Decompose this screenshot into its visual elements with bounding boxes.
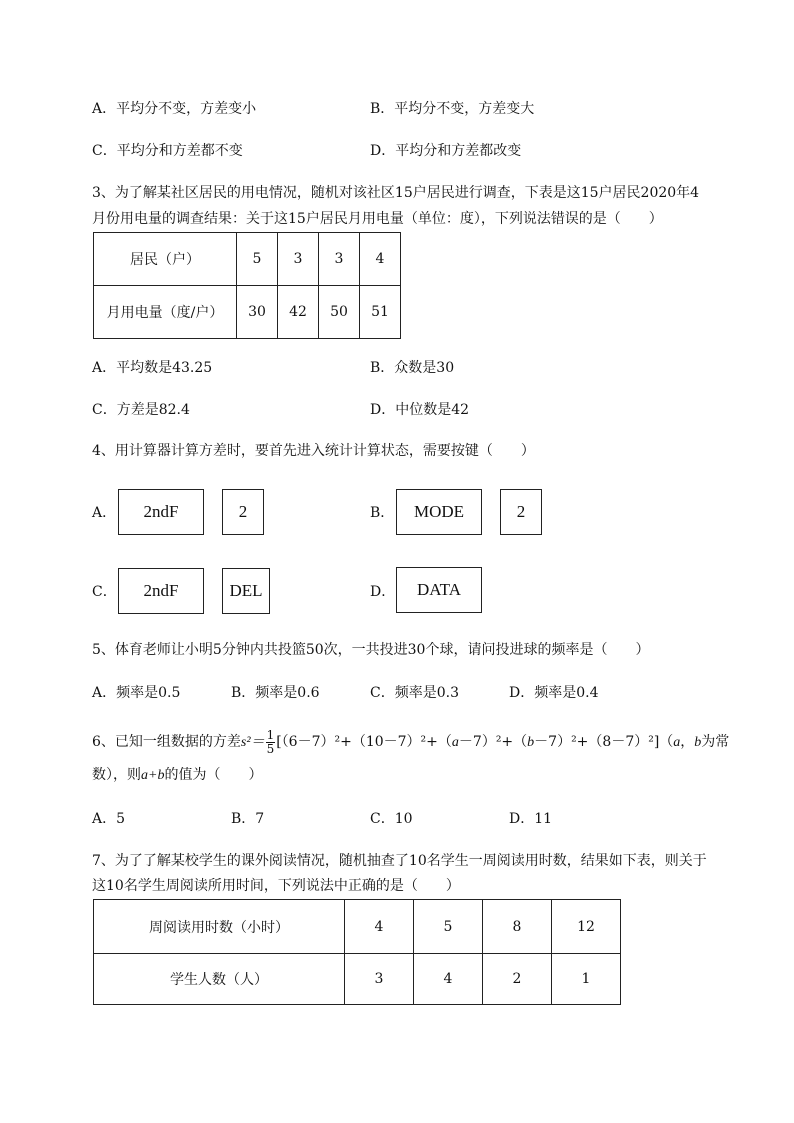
q6-frac-num: 1 <box>266 727 275 742</box>
q3-option-d: D．中位数是42 <box>370 402 470 418</box>
q4-label-b: B． <box>370 505 395 521</box>
q6-formula-3: －7）²+（8－7）²]（ <box>534 734 674 750</box>
q7-table <box>93 899 621 1005</box>
q6-line2-suffix: 的值为（ ） <box>164 767 263 783</box>
q5-option-a: A．频率是0.5 <box>92 685 181 701</box>
q6-var-b: b <box>694 735 702 750</box>
q6-prefix: 6、已知一组数据的方差 <box>92 734 241 750</box>
q3-option-c: C．方差是82.4 <box>92 402 190 418</box>
q3-row2-header: 月用电量（度/户） <box>94 286 237 339</box>
q2-option-a: A．平均分不变，方差变小 <box>92 101 257 117</box>
q3-option-a: A．平均数是43.25 <box>92 360 213 376</box>
q7-row2-header: 学生人数（人） <box>94 954 345 1005</box>
q6-s2: s²＝ <box>240 735 265 750</box>
table-row <box>94 233 401 286</box>
q4-label-c: C． <box>92 584 117 600</box>
q7-cell: 5 <box>414 900 483 954</box>
key-2ndf: 2ndF <box>118 568 204 614</box>
q3-cell: 51 <box>360 286 401 339</box>
q6-sep: ， <box>680 734 695 750</box>
q6-fraction <box>266 729 276 756</box>
q6-suffix: 为常 <box>701 734 730 750</box>
q6-var-a: a <box>451 735 459 750</box>
q6-expr: a+b <box>141 768 165 783</box>
q7-cell: 2 <box>483 954 552 1005</box>
q3-cell: 50 <box>319 286 360 339</box>
q3-cell: 42 <box>278 286 319 339</box>
q3-option-b: B．众数是30 <box>370 360 455 376</box>
key-2: 2 <box>500 489 542 535</box>
q5-option-d: D．频率是0.4 <box>509 685 599 701</box>
q3-cell: 5 <box>237 233 278 286</box>
q2-option-c: C．平均分和方差都不变 <box>92 143 243 159</box>
q6-var-a: a <box>673 735 681 750</box>
q5-option-b: B．频率是0.6 <box>231 685 320 701</box>
q3-cell: 3 <box>278 233 319 286</box>
key-del: DEL <box>222 568 270 614</box>
q7-stem-line2: 这10名学生周阅读所用时间，下列说法中正确的是（ ） <box>92 878 460 894</box>
q6-option-b: B．7 <box>231 811 265 827</box>
q3-stem-line2: 月份用电量的调查结果：关于这15户居民月用电量（单位：度），下列说法错误的是（ ） <box>92 211 663 227</box>
q7-stem-line1: 7、为了了解某校学生的课外阅读情况，随机抽查了10名学生一周阅读用时数，结果如下表，则关于 <box>92 853 707 869</box>
q6-option-c: C．10 <box>370 811 413 827</box>
q6-stem-line2 <box>92 766 262 785</box>
q4-stem: 4、用计算器计算方差时，要首先进入统计计算状态，需要按键（ ） <box>92 443 535 459</box>
q7-cell: 1 <box>552 954 621 1005</box>
q7-cell: 12 <box>552 900 621 954</box>
q2-option-b: B．平均分不变，方差变大 <box>370 101 535 117</box>
q7-cell: 4 <box>414 954 483 1005</box>
key-mode: MODE <box>396 489 482 535</box>
q6-stem-line1 <box>92 727 729 758</box>
table-row <box>94 900 621 954</box>
q7-cell: 8 <box>483 900 552 954</box>
q7-cell: 3 <box>345 954 414 1005</box>
q3-cell: 30 <box>237 286 278 339</box>
q7-row1-header: 周阅读用时数（小时） <box>94 900 345 954</box>
q6-option-a: A．5 <box>92 811 126 827</box>
key-data: DATA <box>396 567 482 613</box>
q3-cell: 4 <box>360 233 401 286</box>
q2-option-d: D．平均分和方差都改变 <box>370 143 522 159</box>
q3-table <box>93 232 401 339</box>
q3-row1-header: 居民（户） <box>94 233 237 286</box>
q6-var-b: b <box>527 735 535 750</box>
q7-cell: 4 <box>345 900 414 954</box>
q6-frac-den: 5 <box>266 741 275 756</box>
table-row <box>94 954 621 1005</box>
q5-stem: 5、体育老师让小明5分钟内共投篮50次，一共投进30个球，请问投进球的频率是（ ） <box>92 642 650 658</box>
q6-formula-1: [（6－7）²+（10－7）²+（ <box>276 734 452 750</box>
q3-cell: 3 <box>319 233 360 286</box>
table-row <box>94 286 401 339</box>
q4-label-d: D． <box>370 584 396 600</box>
q3-stem-line1: 3、为了解某社区居民的用电情况，随机对该社区15户居民进行调查，下表是这15户居民2020年4 <box>92 185 700 201</box>
q4-label-a: A． <box>92 505 117 521</box>
q6-line2-prefix: 数），则 <box>92 767 141 783</box>
key-2ndf: 2ndF <box>118 489 204 535</box>
key-2: 2 <box>222 489 264 535</box>
q6-formula-2: －7）²+（ <box>458 734 528 750</box>
q5-option-c: C．频率是0.3 <box>370 685 459 701</box>
q6-option-d: D．11 <box>509 811 553 827</box>
